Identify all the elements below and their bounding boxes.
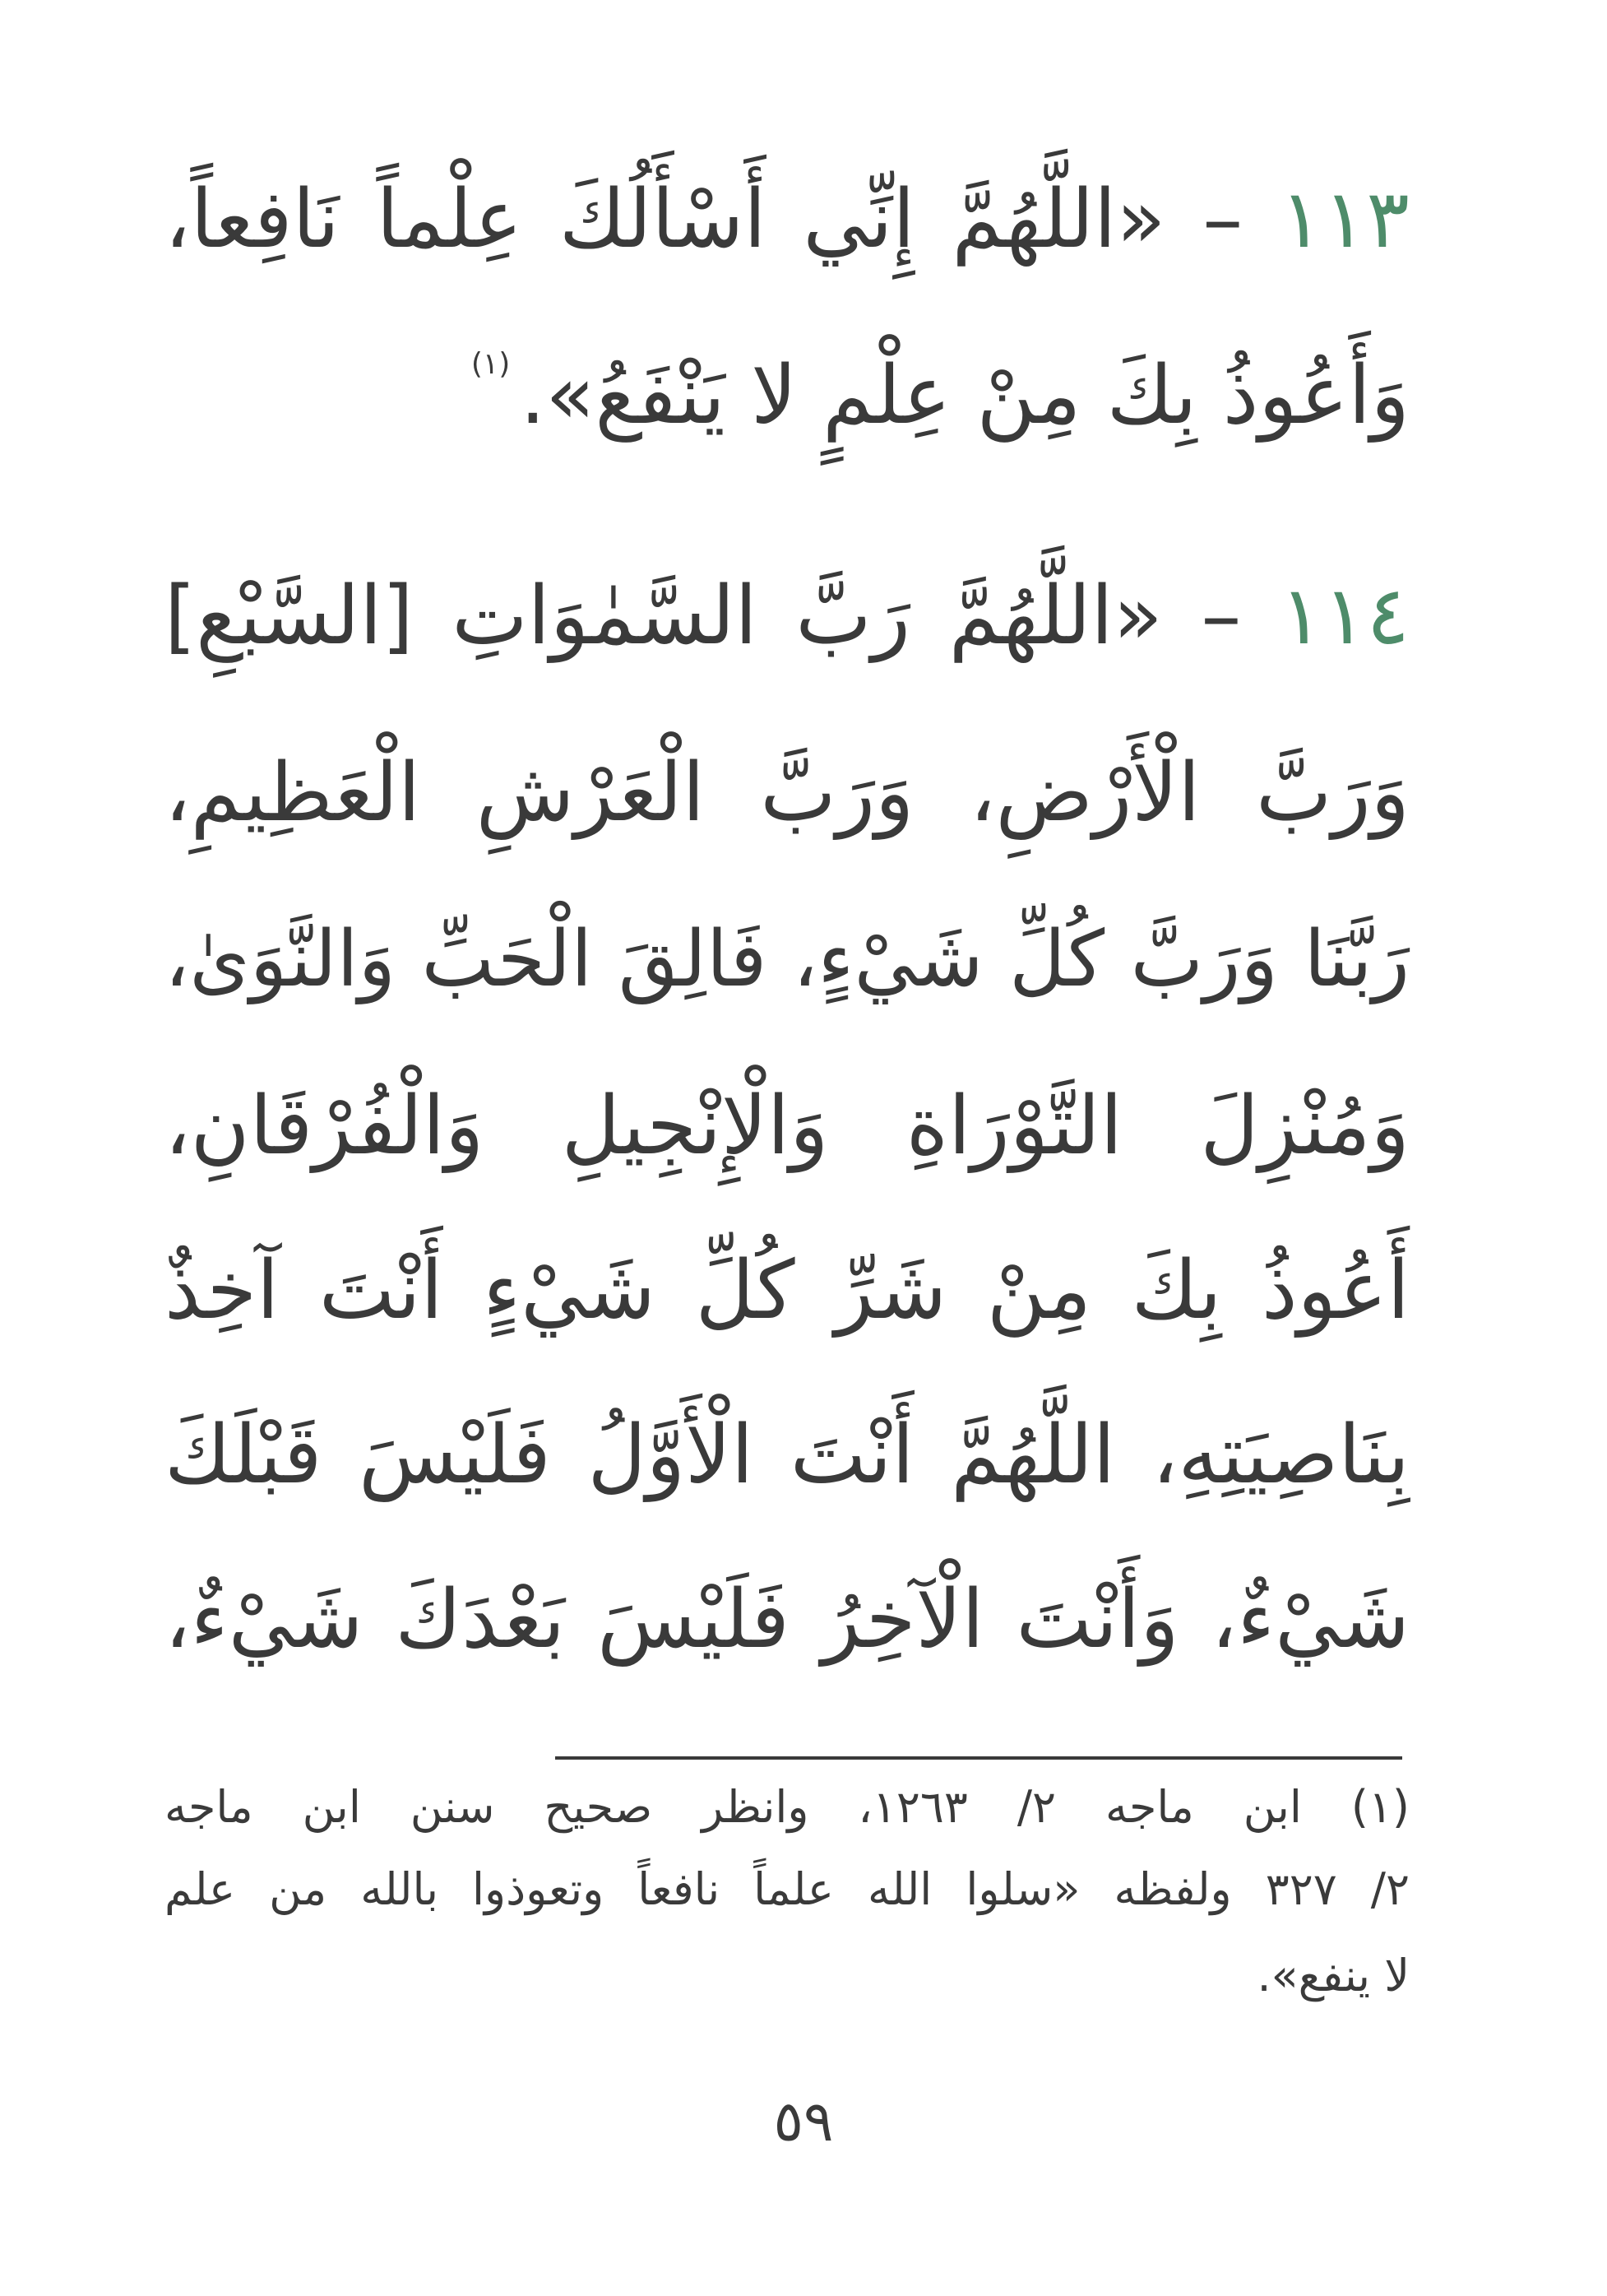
hadith-113-line-2 xyxy=(164,347,1410,443)
hadith-114-text-3: رَبَّنَا وَرَبَّ كُلِّ شَيْءٍ، فَالِقَ الْحَبِّ وَالنَّوَىٰ، xyxy=(164,915,1410,1004)
hadith-114-text-7: شَيْءٌ، وَأَنْتَ الْآخِرُ فَلَيْسَ بَعْدَكَ شَيْءٌ، xyxy=(164,1573,1410,1667)
hadith-114-line-5 xyxy=(164,1244,1410,1338)
hadith-113-text-1: «اللَّهُمَّ إِنِّي أَسْأَلُكَ عِلْماً نَافِعاً، xyxy=(164,173,1166,267)
hadith-114-line-1 xyxy=(164,569,1410,663)
hadith-114-text-6: بِنَاصِيَتِهِ، اللَّهُمَّ أَنْتَ الْأَوَّلُ فَلَيْسَ قَبْلَكَ xyxy=(164,1408,1410,1502)
hadith-114-line-4 xyxy=(164,1079,1410,1173)
hadith-114-line-2 xyxy=(164,746,1410,840)
hadith-114-text-2: وَرَبَّ الْأَرْضِ، وَرَبَّ الْعَرْشِ الْعَظِيمِ، xyxy=(164,746,1410,840)
footnote-line-3 xyxy=(164,1950,1410,2001)
hadith-113-number: ١١٣ xyxy=(1280,173,1410,267)
hadith-114-text-4: وَمُنْزِلَ التَّوْرَاةِ وَالْإِنْجِيلِ وَالْفُرْقَانِ، xyxy=(164,1079,1410,1173)
footnote-reference: (١) xyxy=(470,347,511,381)
hadith-113-dash: – xyxy=(1202,173,1243,267)
hadith-113-line-1 xyxy=(164,173,1410,267)
hadith-114-text-1: «اللَّهُمَّ رَبَّ السَّمٰوَاتِ [السَّبْعِ] xyxy=(164,569,1163,663)
hadith-113-text-2: وَأَعُوذُ بِكَ مِنْ عِلْمٍ لا يَنْفَعُ». xyxy=(520,349,1410,443)
hadith-114-line-6 xyxy=(164,1408,1410,1502)
page-number: ٥٩ xyxy=(773,2090,834,2155)
hadith-114-dash: – xyxy=(1201,569,1242,663)
footnote-text-2: ٢/ ٣٢٧ ولفظه «سلوا الله علماً نافعاً وتعوذوا بالله من علم xyxy=(164,1863,1410,1915)
footnote-line-2 xyxy=(164,1863,1410,1915)
hadith-114-line-7 xyxy=(164,1573,1410,1667)
footnote-text-1: (١) ابن ماجه ٢/ ١٢٦٣، وانظر صحيح سنن ابن ماجه xyxy=(164,1781,1410,1833)
hadith-114-line-3 xyxy=(164,915,1410,1004)
footnote-text-3: لا ينفع». xyxy=(1257,1950,1410,2001)
footnote-separator xyxy=(555,1756,1402,1760)
hadith-114-text-5: أَعُوذُ بِكَ مِنْ شَرِّ كُلِّ شَيْءٍ أَنْتَ آخِذٌ xyxy=(164,1244,1410,1338)
footnote-line-1 xyxy=(164,1781,1410,1833)
hadith-114-number: ١١٤ xyxy=(1280,569,1410,663)
